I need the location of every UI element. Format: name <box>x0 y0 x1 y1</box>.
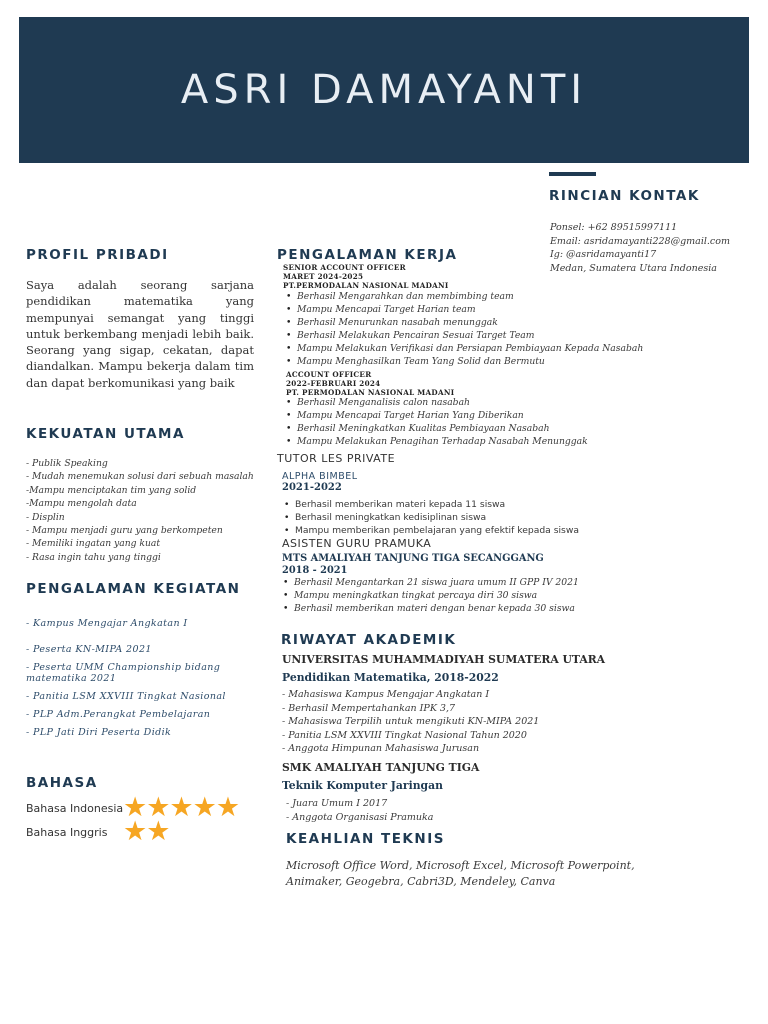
contact-details <box>550 221 730 275</box>
list-item: • Berhasil Meningkatkan Kualitas Pembiayaan Nasabah <box>285 422 588 435</box>
list-item: - Anggota Himpunan Mahasiswa Jurusan <box>282 743 480 754</box>
list-item: • Mampu Melakukan Penagihan Terhadap Nasabah Menunggak <box>285 435 588 448</box>
contact-email: Email: asridamayanti228@gmail.com <box>550 235 730 247</box>
header-banner <box>19 17 749 163</box>
list-item: - Kampus Mengajar Angkatan I <box>26 618 188 629</box>
list-item: • Berhasil Menganalisis calon nasabah <box>285 396 588 409</box>
skills-text: Microsoft Office Word, Microsoft Excel, Microsoft Powerpoint, Animaker, Geogebra, Cabri3D, Mendeley, Canva <box>286 859 635 888</box>
profile-heading: PROFIL PRIBADI <box>26 247 169 263</box>
language-row <box>26 816 239 847</box>
school-achievements <box>286 797 433 824</box>
job1-bullets <box>285 290 643 368</box>
school-name: SMK AMALIYAH TANJUNG TIGA <box>282 761 480 774</box>
job2-bullets <box>285 396 588 448</box>
contact-address: Medan, Sumatera Utara Indonesia <box>550 262 717 274</box>
job-title: SENIOR ACCOUNT OFFICER <box>283 263 406 272</box>
list-item: • Berhasil meningkatkan kedisiplinan siswa <box>283 511 579 524</box>
contact-accent-bar <box>549 172 596 176</box>
list-item: • Mampu memberikan pembelajaran yang efektif kepada siswa <box>283 524 579 537</box>
languages-heading: BAHASA <box>26 775 98 791</box>
list-item: - Mahasiswa Terpilih untuk mengikuti KN-MIPA 2021 <box>282 716 540 727</box>
list-item: - Mudah menemukan solusi dari sebuah masalah <box>26 471 254 483</box>
school-program: Teknik Komputer Jaringan <box>282 779 443 792</box>
university-name: UNIVERSITAS MUHAMMADIYAH SUMATERA UTARA <box>282 653 606 666</box>
list-item: -Mampu menciptakan tim yang solid <box>26 484 197 496</box>
list-item: • Berhasil Mengantarkan 21 siswa juara umum II GPP IV 2021 <box>282 576 579 589</box>
list-item: • Mampu Melakukan Verifikasi dan Persiapan Pembiayaan Kepada Nasabah <box>285 342 643 355</box>
languages-list <box>26 792 240 847</box>
work-heading: PENGALAMAN KERJA <box>277 247 458 263</box>
list-item: - Displin <box>26 511 65 523</box>
list-item: - Peserta UMM Championship bidang matematika 2021 <box>26 662 221 684</box>
job-period: 2022-FEBRUARI 2024 <box>286 379 381 388</box>
candidate-name: ASRI DAMAYANTI <box>180 67 588 113</box>
job-company: PT. PERMODALAN NASIONAL MADANI <box>286 388 455 397</box>
list-item: -Mampu mengolah data <box>26 498 137 510</box>
list-item: • Mampu Mencapai Target Harian Yang Diberikan <box>285 409 588 422</box>
strengths-list <box>26 457 254 564</box>
list-item: - Berhasil Mempertahankan IPK 3,7 <box>282 702 456 714</box>
strengths-heading: KEKUATAN UTAMA <box>26 426 185 442</box>
job-senior-account-officer <box>283 263 449 290</box>
list-item: • Berhasil Mengarahkan dan membimbing team <box>285 290 643 303</box>
university-program: Pendidikan Matematika, 2018-2022 <box>282 671 499 684</box>
job3-period: 2021-2022 <box>282 482 342 493</box>
list-item: • Mampu Menghasilkan Team Yang Solid dan Bermutu <box>285 355 643 368</box>
activities-list <box>26 618 256 738</box>
language-name: Bahasa Inggris <box>26 825 108 839</box>
activities-heading: PENGALAMAN KEGIATAN <box>26 581 241 597</box>
list-item: - Mahasiswa Kampus Mengajar Angkatan I <box>282 689 490 700</box>
university-achievements <box>282 688 539 756</box>
job3-bullets <box>283 498 579 537</box>
job4-bullets <box>282 576 579 615</box>
list-item: - Panitia LSM XXVIII Tingkat Nasional Tahun 2020 <box>282 729 527 741</box>
list-item: • Berhasil Menurunkan nasabah menunggak <box>285 316 643 329</box>
list-item: - Anggota Organisasi Pramuka <box>286 811 434 823</box>
star-rating-icon: ★★★★★ <box>123 792 240 823</box>
job4-period: 2018 - 2021 <box>282 565 348 576</box>
contact-instagram: Ig: @asridamayanti17 <box>550 249 657 260</box>
language-name: Bahasa Indonesia <box>26 801 124 815</box>
star-rating-icon: ★★ <box>123 816 170 847</box>
job-title: ACCOUNT OFFICER <box>286 370 372 379</box>
job-period: MARET 2024-2025 <box>283 272 364 281</box>
list-item: - Peserta KN-MIPA 2021 <box>26 644 152 655</box>
list-item: - Memiliki ingatan yang kuat <box>26 538 161 550</box>
job-account-officer <box>286 370 454 397</box>
list-item: - Rasa ingin tahu yang tinggi <box>26 551 161 563</box>
list-item: - Panitia LSM XXVIII Tingkat Nasional <box>26 691 226 702</box>
profile-text: Saya adalah seorang sarjana pendidikan matematika yang mempunyai semangat yang tinggi untuk berkembang menjadi lebih baik. Seorang yang sigap, cekatan, dapat diandalkan. Mampu bekerja dalam tim dan dapat berkomunikasi yang baik <box>26 278 254 390</box>
list-item: - Publik Speaking <box>26 458 108 469</box>
list-item: • Berhasil Melakukan Pencairan Sesuai Target Team <box>285 329 643 342</box>
job3-place: ALPHA BIMBEL <box>282 471 358 482</box>
contact-heading: RINCIAN KONTAK <box>549 188 700 204</box>
job4-place: MTS AMALIYAH TANJUNG TIGA SECANGGANG <box>282 553 544 564</box>
job4-title: ASISTEN GURU PRAMUKA <box>282 537 432 550</box>
list-item: • Mampu Mencapai Target Harian team <box>285 303 643 316</box>
list-item: • Berhasil memberikan materi kepada 11 siswa <box>283 498 579 511</box>
academic-heading: RIWAYAT AKADEMIK <box>281 632 457 648</box>
list-item: - PLP Jati Diri Peserta Didik <box>26 727 172 738</box>
skills-heading: KEAHLIAN TEKNIS <box>286 831 445 847</box>
job3-title: TUTOR LES PRIVATE <box>277 452 396 465</box>
contact-phone: Ponsel: +62 89515997111 <box>550 222 678 233</box>
list-item: - PLP Adm.Perangkat Pembelajaran <box>26 709 211 720</box>
list-item: • Mampu meningkatkan tingkat percaya diri 30 siswa <box>282 589 579 602</box>
list-item: • Berhasil memberikan materi dengan benar kepada 30 siswa <box>282 602 579 615</box>
list-item: - Mampu menjadi guru yang berkompeten <box>26 525 223 537</box>
job-company: PT.PERMODALAN NASIONAL MADANI <box>283 281 449 290</box>
list-item: - Juara Umum I 2017 <box>286 798 388 809</box>
